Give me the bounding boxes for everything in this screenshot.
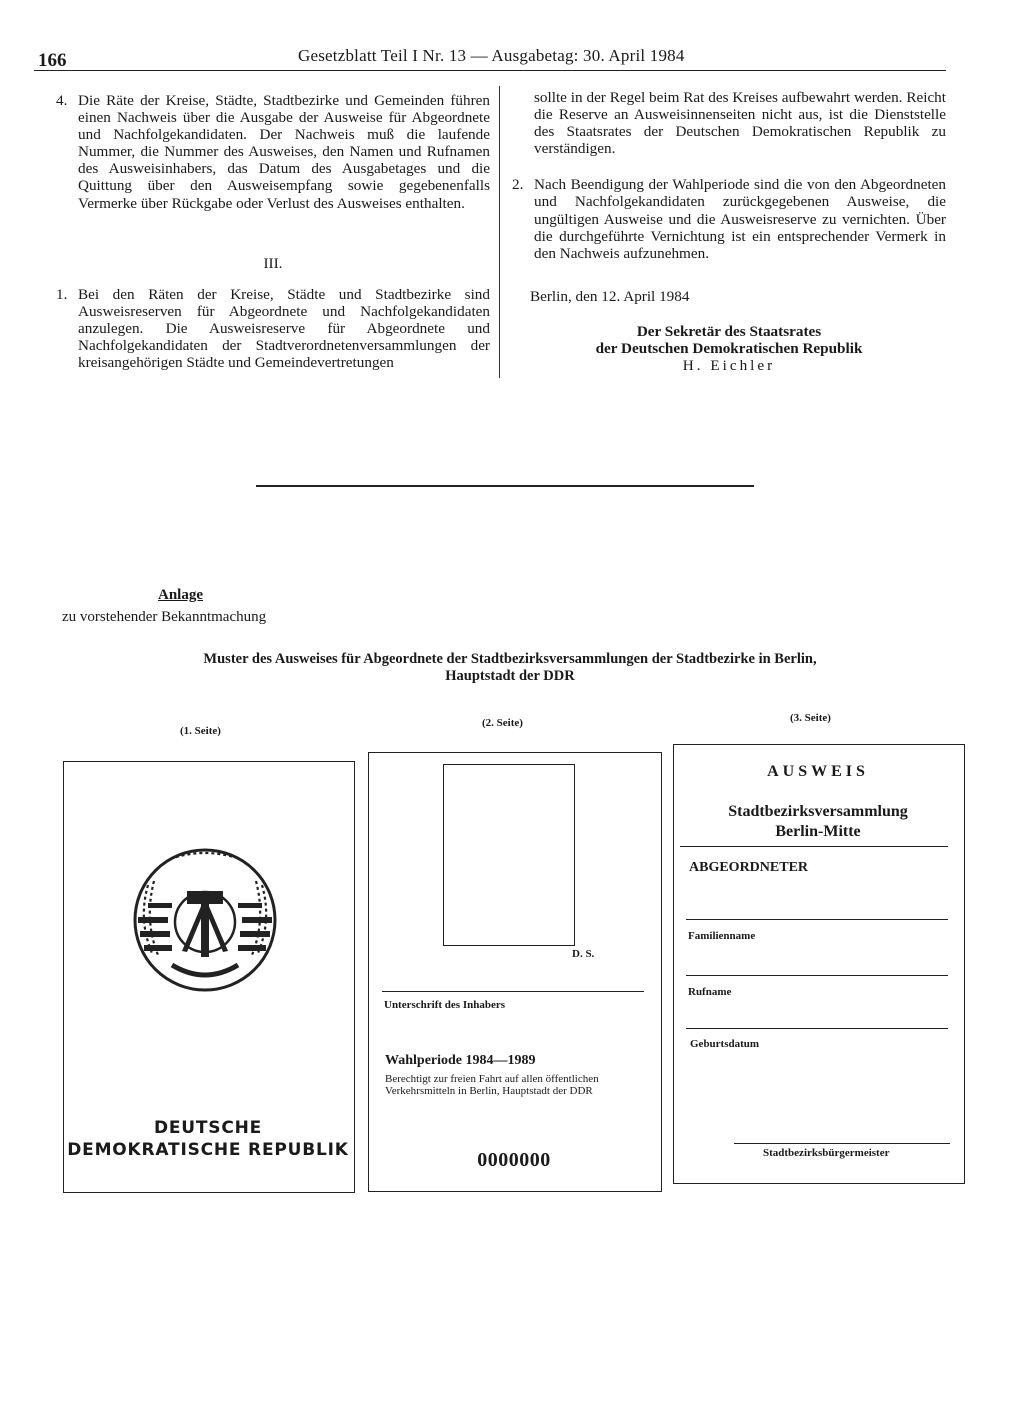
card-number: 0000000 (477, 1149, 551, 1171)
signer-title-line1: Der Sekretär des Staatsrates (636, 322, 822, 340)
item-number: 1. (56, 285, 68, 303)
left-column (56, 92, 490, 371)
place-date: Berlin, den 12. April 1984 (530, 287, 690, 305)
item-text: Die Räte der Kreise, Städte, Stadtbezirke und Gemeinden führen einen Nachweis über die Ausgabe der Ausweise für Abgeordnete und Nachfolgekandidaten. Der Nachweis muß die laufende Nummer, die Nummer des Ausweises, den Namen und Rufnamen des Ausweisinhabers, das Datum des Ausgabetages und die Quittung über den Ausweisempfang sowie gegebenenfalls Vermerke über Rückgabe oder Verlust des Ausweises enthalten. (78, 92, 490, 212)
card2-page-label: (2. Seite) (482, 717, 523, 729)
signer-title-line2: der Deutschen Demokratischen Republik (595, 340, 863, 358)
photo-placeholder (443, 764, 575, 946)
birthdate-label: Geburtsdatum (690, 1038, 760, 1050)
paragraph-continuation (512, 89, 946, 157)
page-number: 166 (38, 50, 67, 71)
country-name (63, 1117, 353, 1161)
election-period: Wahlperiode 1984—1989 (385, 1053, 536, 1068)
birthdate-line (686, 1028, 948, 1029)
annex-title (140, 651, 880, 685)
paragraph-item-2 (512, 176, 946, 261)
travel-entitlement: Berechtigt zur freien Fahrt auf allen öffentlichen Verkehrsmitteln in Berlin, Hauptstadt der DDR (385, 1073, 599, 1097)
annex-label: Anlage (158, 587, 203, 603)
divider (680, 846, 948, 847)
item-text: Nach Beendigung der Wahlperiode sind die von den Abgeordneten und Nachfolgekandidaten zurückgegebenen Ausweise, die ungültigen Ausweise und die Ausweisreserve zu vernichten. Über die durchgeführte Vernichtung ist ein entsprechender Vermerk in den Nachweis aufzunehmen. (534, 176, 946, 262)
firstname-line (686, 975, 948, 976)
firstname-label: Rufname (688, 986, 732, 998)
item-text: Bei den Räten der Kreise, Städte und Stadtbezirke sind Ausweisreserven für Abgeordnete und Nachfolgekandidaten anzulegen. Die Ausweisreserve für Abgeordnete und Nachfolgekandidaten der Stadtverordnetenversammlungen der kreisangehörigen Städte und Gemeindevertretungen (78, 285, 490, 372)
right-column (512, 89, 946, 374)
assembly-name-line2: Berlin-Mitte (775, 823, 861, 840)
card3-page-label: (3. Seite) (790, 712, 831, 724)
paragraph-item-4 (56, 92, 490, 212)
card1-page-label: (1. Seite) (180, 725, 221, 737)
country-name-line1: DEUTSCHE (153, 1118, 263, 1138)
header-rule (34, 70, 946, 71)
country-name-line2: DEMOKRATISCHE REPUBLIK (67, 1140, 349, 1160)
annex-title-line1: Muster des Ausweises für Abgeordnete der Stadtbezirksversammlungen der Stadtbezirke in Berlin, (203, 651, 817, 667)
column-divider (499, 86, 500, 378)
surname-line (686, 919, 948, 920)
holder-role: ABGEORDNETER (689, 860, 809, 875)
gazette-header: Gesetzblatt Teil I Nr. 13 — Ausgabetag: 30. April 1984 (298, 46, 685, 65)
ddr-state-emblem-icon (130, 845, 280, 995)
section-heading: III. (263, 254, 283, 272)
annex-subtitle: zu vorstehender Bekanntmachung (62, 609, 267, 625)
item-number: 4. (56, 92, 68, 109)
section-separator (256, 485, 754, 487)
holder-signature-label: Unterschrift des Inhabers (384, 999, 505, 1011)
continuation-text: sollte in der Regel beim Rat des Kreises aufbewahrt werden. Reicht die Reserve an Ausweisinnenseiten nicht aus, ist die Dienststelle des Staatsrates der Deutschen Demokratischen Republik zu verständigen. (534, 89, 946, 158)
assembly-name (673, 802, 963, 842)
item-number: 2. (512, 176, 524, 194)
card-title: AUSWEIS (767, 763, 869, 780)
surname-label: Familienname (688, 930, 756, 942)
assembly-name-line1: Stadtbezirksversammlung (728, 803, 908, 820)
signer-name: H. Eichler (682, 357, 776, 375)
mayor-signature-label: Stadtbezirksbürgermeister (763, 1147, 890, 1159)
signature-line (382, 991, 644, 992)
mayor-signature-line (734, 1143, 950, 1144)
seal-mark: D. S. (572, 948, 595, 960)
annex-title-line2: Hauptstadt der DDR (445, 668, 575, 684)
paragraph-item-1 (56, 286, 490, 371)
